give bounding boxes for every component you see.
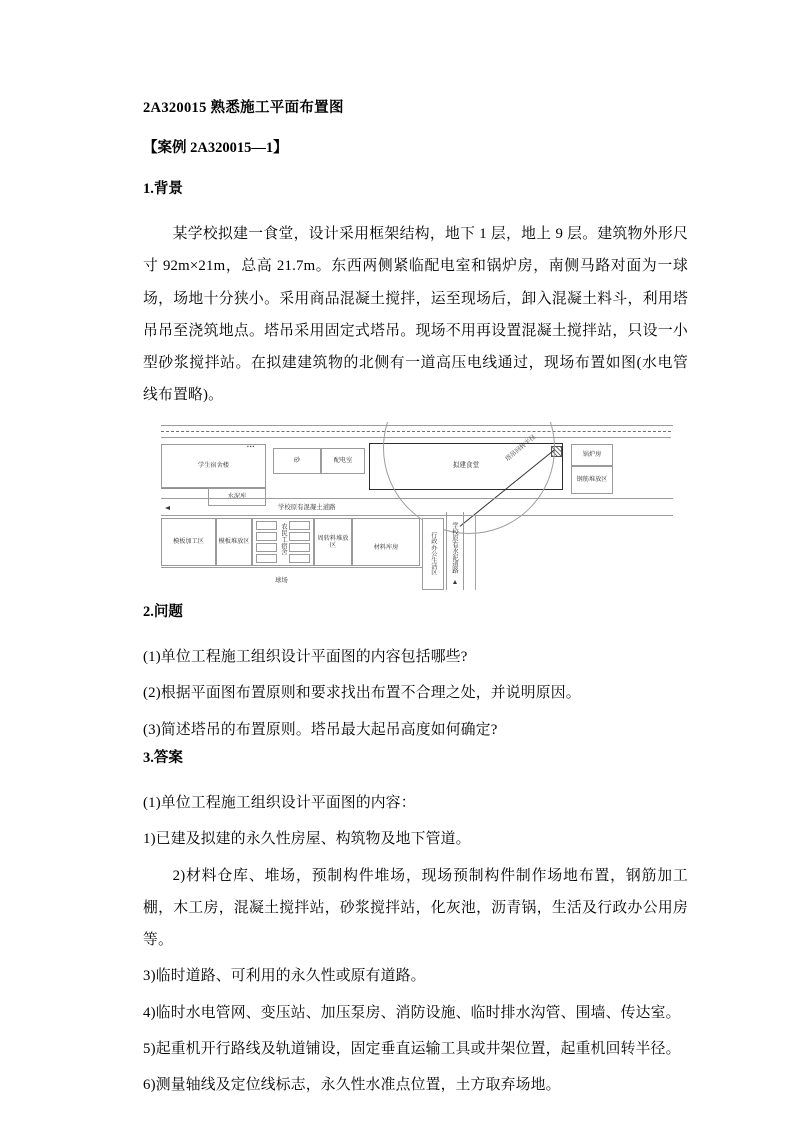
answer-item-1: 1)已建及拟建的永久性房屋、构筑物及地下管道。 [143,831,471,848]
site-label-boiler-room: 锅炉房 [582,450,602,458]
site-box-formwork-storage [216,518,252,566]
crane-radius-label: 塔吊回转半径 [504,433,538,463]
background-paragraph: 某学校拟建一食堂，设计采用框架结构，地下 1 层，地上 9 层。建筑物外形尺寸 92m×21m，总高 21.7m。东西两侧紧临配电室和锅炉房，南侧马路对面为一球场，场地十分狭小。采用商品混凝土搅拌，运至现场后，卸入混凝土料斗，利用塔吊吊至浇筑地点。塔吊采用固定式塔吊。现场不用再设置混凝土搅拌站，只设一小型砂浆搅拌站。在拟建建筑物的北侧有一道高压电线通过，现场布置如图(水电管线布置略)。 [143,226,688,404]
site-label-sand: 砂 [293,456,301,464]
site-box-dormitory [161,444,266,488]
site-box-rebar-yard [571,466,613,494]
worker-dorm-cell [256,554,277,563]
concrete-road-bottom-line [161,515,673,516]
section-heading-background: 1.背景 [143,180,183,197]
document-content [143,100,688,1105]
answer-item-5: 5)起重机开行路线及轨道铺设，固定垂直运输工具或井架位置，起重机回转半径。 [143,1040,681,1057]
answer-item-2: 2)材料仓库、堆场，预制构件堆场，现场预制构件制作场地布置，钢筋加工棚，木工房，混凝土搅拌站，砂浆搅拌站，化灰池，沥青锅，生活及行政办公用房等。 [143,867,688,949]
site-label-cement-store: 水泥库 [227,492,247,500]
south-site-boundary [161,567,423,568]
question-item-3: (3)简述塔吊的布置原则。塔吊最大起吊高度如何确定? [143,721,498,738]
cement-road-line-right [463,512,465,590]
site-box-sand [273,448,321,474]
site-box-turnover-material [314,518,352,566]
site-label-admin-living: 行政办公生活区 [429,531,437,576]
worker-dorm-cell [289,532,310,541]
worker-dorm-cell [256,521,277,530]
cement-road-direction-arrow-icon [453,580,457,584]
answer-item-6: 6)测量轴线及定位线标志，永久性水准点位置，土方取弃场地。 [143,1077,561,1094]
dorm-marker-dots: ▪▪▪ [247,444,256,450]
page-title: 2A320015 熟悉施工平面布置图 [143,100,344,116]
dorm-base-line [161,488,208,489]
section-heading-answers: 3.答案 [143,749,183,766]
answer-item-3: 3)临时道路、可利用的永久性或原有道路。 [143,968,426,985]
worker-dorm-cell [289,543,310,552]
site-label-dormitory: 学生宿舍楼 [198,461,229,469]
site-label-rebar-yard: 钢筋堆放区 [576,476,608,484]
site-box-formwork-processing [161,518,216,566]
case-title: 【案例 2A320015—1】 [143,140,288,157]
site-box-boiler-room [571,444,613,466]
site-plan-figure [143,422,688,590]
site-label-existing-cement-road: 学校原有水泥道路 [451,521,458,573]
east-boundary-line [475,516,477,590]
site-label-turnover-material: 周转料堆放区 [317,534,349,549]
road-direction-arrow-icon [165,506,170,510]
worker-dorm-cell [289,554,310,563]
site-label-planned-canteen: 拟建食堂 [452,462,480,470]
answer-item-4: 4)临时水电管网、变压站、加压泵房、消防设施、临时排水沟管、围墙、传达室。 [143,1004,681,1021]
question-item-2: (2)根据平面图布置原则和要求找出布置不合理之处，并说明原因。 [143,685,581,702]
site-box-material-warehouse [352,518,420,566]
worker-dorm-cell [256,532,277,541]
site-label-existing-concrete-road: 学校原有混凝土道路 [278,503,336,511]
site-box-power-room [321,448,365,474]
site-label-formwork-processing: 模板加工区 [173,537,204,545]
section-heading-questions: 2.问题 [143,603,183,620]
cement-road-line-left [446,512,448,590]
site-label-worker-dorm: 农民工宿舍 [280,522,287,555]
worker-dorm-cell [289,521,310,530]
site-label-ball-field: 球场 [275,576,288,584]
site-plan-canvas [143,422,688,590]
site-box-admin-living [422,518,444,590]
site-label-formwork-storage: 模板堆放区 [218,537,250,545]
site-label-power-room: 配电室 [333,456,353,464]
question-item-1: (1)单位工程施工组织设计平面图的内容包括哪些? [143,649,468,666]
answer-intro: (1)单位工程施工组织设计平面图的内容： [143,795,416,812]
worker-dorm-cell [256,543,277,552]
concrete-road-top-line [161,498,673,499]
site-box-cement-store [208,488,266,506]
site-label-material-warehouse: 材料库房 [373,543,399,551]
